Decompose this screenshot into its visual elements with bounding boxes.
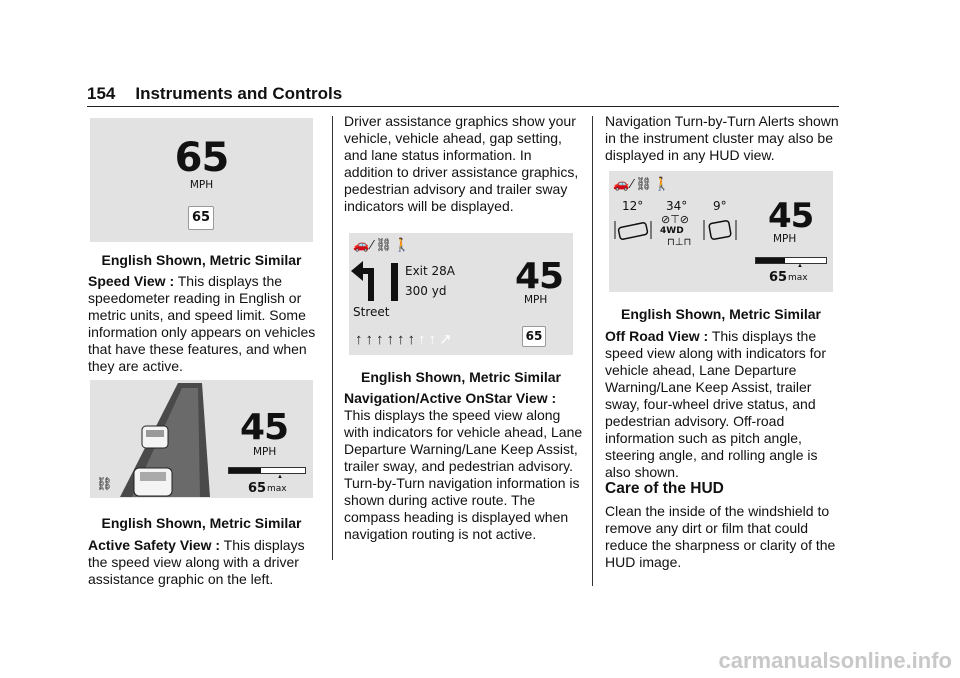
limit-marker-icon: ▲ xyxy=(797,263,803,269)
column-divider xyxy=(332,116,333,560)
limit-max-label: max xyxy=(788,273,808,283)
speed-bar-fill xyxy=(229,468,261,473)
distance-label: 300 yd xyxy=(405,284,447,298)
navigation-view-description: This displays the speed view along with indicators for vehicle ahead, Lane Departure Warning/Lane Keep Assist, trailer sway, and pedestrian advisory. Turn-by-Turn navigation information is shown during active route. The compass heading is displayed when navigation routing is not active. xyxy=(344,407,583,542)
speed-view-paragraph xyxy=(88,273,324,375)
lane-guidance-icons: ↑↑↑↑↑↑↑↑↗ xyxy=(355,331,455,348)
limit-value: 65 xyxy=(248,481,267,496)
speed-bar xyxy=(228,467,306,474)
speed-unit: MPH xyxy=(773,233,797,245)
roll-angle: 9° xyxy=(713,199,727,213)
care-heading: Care of the HUD xyxy=(605,480,724,497)
off-road-view-term: Off Road View : xyxy=(605,328,709,344)
street-label: Street xyxy=(353,305,390,319)
limit-max-label: max xyxy=(267,484,287,494)
speed-limit-sign: 65 xyxy=(188,206,214,230)
off-road-view-description: This displays the speed view along with indicators for vehicle ahead, Lane Departure Warning/Lane Keep Assist, trailer sway, four-wheel drive status, and pedestrian advisory. Off-road information such as pitch angle, steering angle, and rolling angle is also shown. xyxy=(605,328,827,480)
speed-view-term: Speed View : xyxy=(88,273,175,289)
speed-unit: MPH xyxy=(189,179,214,191)
page-header xyxy=(87,84,342,104)
off-road-view-paragraph xyxy=(605,328,841,481)
drive-mode: 4WD xyxy=(660,226,684,236)
rear-axle-icon: ⊓⊥⊓ xyxy=(667,237,692,248)
speed-value: 45 xyxy=(515,256,564,297)
speed-value: 45 xyxy=(240,407,289,448)
speed-limit-sign: 65 xyxy=(522,326,546,347)
speed-unit: MPH xyxy=(253,446,277,458)
driver-assist-icons: 🚗⁄⛓🚶 xyxy=(353,237,413,252)
off-road-view-figure xyxy=(609,171,833,292)
active-safety-paragraph xyxy=(88,537,324,588)
trailer-sway-icon: ⛓ xyxy=(96,476,113,491)
figure-caption: English Shown, Metric Similar xyxy=(361,369,561,385)
navigation-view-figure xyxy=(349,233,573,355)
navigation-view-paragraph xyxy=(344,390,584,543)
watermark: carmanualsonline.info xyxy=(718,648,952,673)
figure-caption: English Shown, Metric Similar xyxy=(101,515,302,531)
figure-caption: English Shown, Metric Similar xyxy=(101,252,302,268)
figure-caption: English Shown, Metric Similar xyxy=(621,306,821,322)
active-safety-figure xyxy=(90,380,313,498)
header-rule xyxy=(87,106,839,107)
column-divider xyxy=(592,116,593,586)
limit-value: 65 xyxy=(769,270,788,285)
section-title: Instruments and Controls xyxy=(135,84,343,103)
turn-by-turn-paragraph: Navigation Turn-by-Turn Alerts shown in the instrument cluster may also be displayed in any HUD view. xyxy=(605,113,839,163)
care-paragraph: Clean the inside of the windshield to remove any dirt or film that could reduce the sharpness or clarity of the HUD image. xyxy=(605,503,836,570)
speed-unit: MPH xyxy=(524,294,548,306)
pitch-angle: 12° xyxy=(622,199,644,213)
active-safety-description: This displays the speed view along with a driver assistance graphic on the left. xyxy=(88,537,305,587)
roll-vehicle-icon xyxy=(702,217,738,243)
turn-arrow-icon xyxy=(351,257,401,301)
exit-label: Exit 28A xyxy=(405,264,456,278)
speed-view-description: This displays the speedometer reading in English or metric units, and speed limit. Some information only appears on vehicles that have these features, and when they are active. xyxy=(88,273,316,374)
speed-value: 45 xyxy=(768,196,814,236)
speed-view-figure xyxy=(90,118,313,242)
speed-bar-fill xyxy=(756,258,785,263)
speed-value: 65 xyxy=(174,135,229,181)
wheel-angle-icon: ⊘⊤⊘ xyxy=(661,214,690,226)
driver-assist-intro: Driver assistance graphics show your vehicle, vehicle ahead, gap setting, and lane status information. In addition to driver assistance graphics, pedestrian advisory and trailer sway indicators will be displayed. xyxy=(344,113,579,214)
page-number: 154 xyxy=(87,84,116,103)
active-safety-term: Active Safety View : xyxy=(88,537,221,553)
steering-angle: 34° xyxy=(666,199,688,213)
driver-assist-icons: 🚗⁄⛓🚶 xyxy=(613,176,673,191)
navigation-view-term: Navigation/Active OnStar View : xyxy=(344,390,557,406)
pitch-vehicle-icon xyxy=(613,217,653,243)
limit-marker-icon: ▲ xyxy=(277,474,283,480)
speed-bar xyxy=(755,257,827,264)
